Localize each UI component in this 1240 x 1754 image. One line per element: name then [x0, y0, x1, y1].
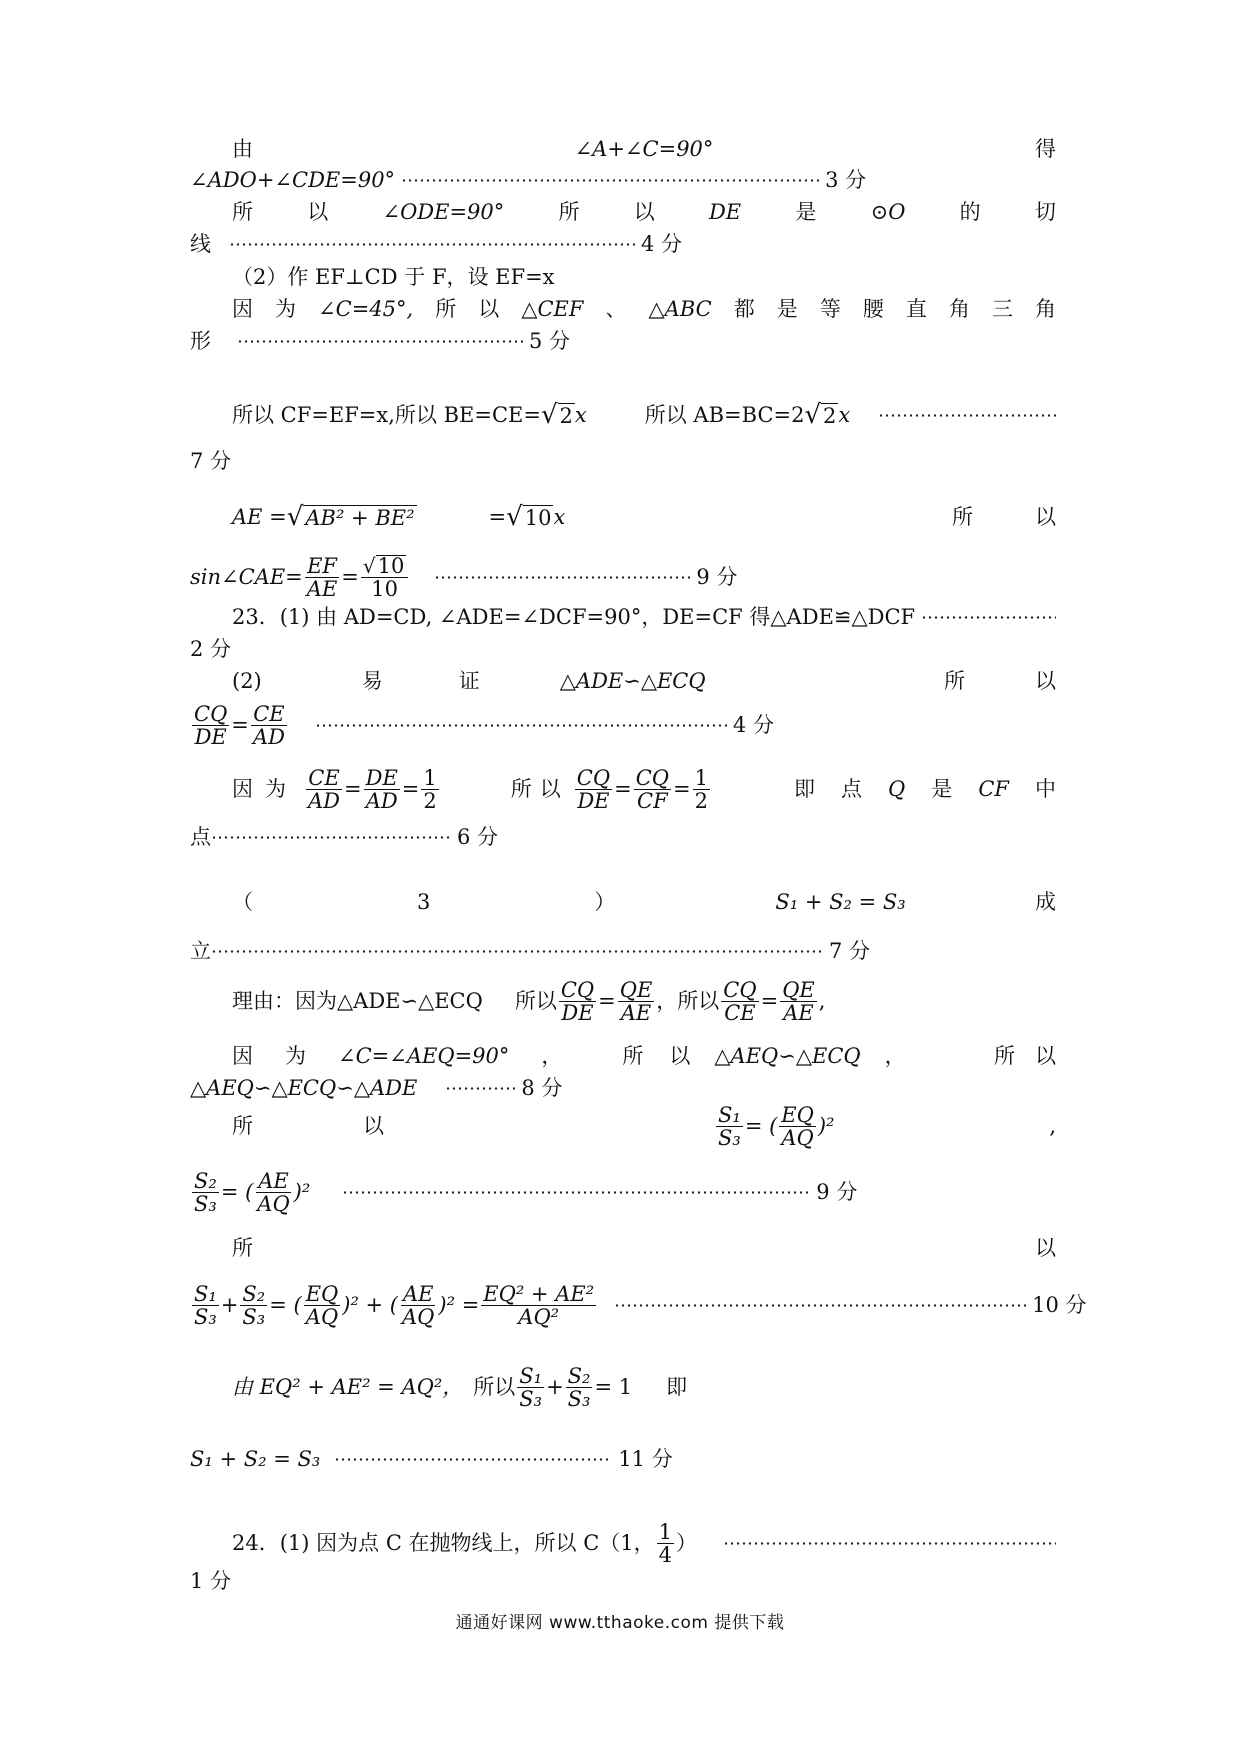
score-label: 7 分 — [190, 449, 232, 473]
radicand: AB² + BE² — [305, 506, 415, 530]
text: , — [1049, 1114, 1056, 1138]
line-12 — [232, 601, 1056, 633]
text: 形 — [190, 329, 211, 353]
fraction: $\frac{1}{2}$ — [423, 765, 437, 813]
text: 点 — [841, 777, 862, 801]
leader-dots — [445, 1087, 515, 1090]
line-28 — [190, 1443, 1056, 1475]
fraction: $\frac{CE}{AD}$ — [308, 765, 341, 813]
radicand: 2 — [823, 404, 837, 428]
text: = ( — [220, 1180, 254, 1204]
text: 为 — [285, 1044, 306, 1068]
text: 即 — [793, 777, 815, 801]
text: ， — [884, 1044, 906, 1068]
text: 因 — [232, 1044, 253, 1068]
fraction: $\frac{\text{S₁}}{\text{S₃}}$ — [718, 1102, 741, 1150]
score-label: 10 分 — [1032, 1293, 1087, 1317]
text: )² + ( — [342, 1293, 399, 1317]
text: 直 — [905, 297, 927, 321]
text: （ — [232, 890, 253, 914]
line-5 — [232, 261, 1056, 293]
text: 所 — [232, 1236, 253, 1260]
line-15: $\frac{CQ}{DE}$ = $\frac{CE}{AD}$ 4 分 — [194, 701, 774, 749]
text: Q — [888, 777, 906, 801]
text: 以 — [1035, 1044, 1056, 1068]
text: AE = — [232, 505, 287, 529]
text: 所 — [944, 669, 965, 693]
leader-dots — [334, 1458, 612, 1461]
text: 易 — [361, 669, 383, 693]
text: 因 — [232, 777, 253, 801]
line-2 — [190, 164, 1056, 196]
text: 所 — [510, 777, 532, 801]
fraction: $\frac{1}{4}$ — [658, 1519, 673, 1567]
text: 以 — [1035, 505, 1056, 529]
line-25 — [232, 1232, 1056, 1264]
line-21 — [232, 1040, 1056, 1072]
text: sin∠CAE= — [190, 565, 303, 589]
text: x — [574, 403, 587, 427]
text: （2）作 EF⊥CD 于 F，设 EF=x — [232, 265, 555, 289]
text: 成 — [1035, 890, 1056, 914]
leader-dots — [434, 576, 690, 579]
score-label: 9 分 — [696, 565, 738, 589]
text: 点 — [190, 825, 211, 849]
text: 以 — [363, 1114, 384, 1138]
text: △AEQ∽△ECQ∽△ADE — [190, 1076, 418, 1100]
sqrt-symbol: √ 10 — [506, 502, 552, 532]
line-26 — [190, 1276, 1087, 1334]
text: 所 — [232, 200, 253, 224]
text: = ( — [744, 1114, 778, 1138]
leader-dots — [229, 243, 635, 246]
score-label: 2 分 — [190, 637, 232, 661]
text: 以 — [1035, 669, 1056, 693]
text: 为 — [275, 297, 297, 321]
text: + — [546, 1375, 564, 1399]
text: S₁ + S₂ = S₃ — [190, 1447, 321, 1471]
fraction: $\frac{AE}{AQ}$ — [402, 1281, 435, 1329]
score-label: 11 分 — [618, 1447, 673, 1471]
text: 线 — [190, 232, 211, 256]
text: ∠ODE=90° — [382, 200, 505, 224]
text: 理由：因为△ADE∽△ECQ — [232, 989, 483, 1013]
leader-dots — [237, 340, 523, 343]
text: 所 — [622, 1044, 644, 1068]
fraction: $\frac{CQ}{CF}$ — [635, 765, 669, 813]
page-footer: 通通好课网 www.tthaoke.com 提供下载 — [455, 1613, 785, 1633]
fraction: $\frac{QE}{AE}$ — [619, 977, 653, 1025]
fraction: $\frac{EF}{AE}$ — [306, 553, 338, 601]
fraction: $\frac{\text{S₁}}{\text{S₃}}$ — [519, 1363, 543, 1411]
line-16: 因 为 $\frac{CE}{AD}$ = $\frac{DE}{AD}$ = $\frac{1}{2}$ 所 以 $\frac{CQ}{DE}$ = $\frac{CQ}{CF}$ = $\frac{1}{2}$ 即 点 Q 是 CF 中 — [232, 765, 1056, 813]
line-17 — [190, 821, 1056, 853]
text: , — [818, 989, 826, 1013]
text: )² — [817, 1114, 835, 1138]
fraction: $\frac{CQ}{DE}$ — [576, 765, 611, 813]
leader-dots — [401, 179, 819, 182]
line-3 — [232, 196, 1056, 228]
text: x — [838, 403, 851, 427]
text: x — [553, 505, 566, 529]
leader-dots — [211, 836, 451, 839]
radicand: 10 — [524, 506, 552, 530]
text: ） — [594, 890, 616, 914]
fraction: $\frac{CQ}{DE}$ — [560, 977, 595, 1025]
leader-dots — [723, 1542, 1056, 1545]
line-8 — [232, 399, 1056, 431]
score-label: 4 分 — [732, 713, 774, 737]
fraction: $\frac{\text{EQ² + AE²}}{\text{AQ²}}$ — [483, 1281, 595, 1329]
text: = — [341, 565, 359, 589]
text: ） — [676, 1531, 698, 1555]
line-14 — [232, 665, 1056, 697]
line-9 — [190, 445, 1056, 477]
text: 以 — [1035, 1236, 1056, 1260]
text: 中 — [1034, 777, 1056, 801]
text: 角 — [948, 297, 970, 321]
text: 以 — [539, 777, 561, 801]
fraction: $\frac{\text{S₂}}{\text{S₃}}$ — [194, 1168, 217, 1216]
score-label: 5 分 — [529, 329, 571, 353]
fraction: $\frac{CQ}{DE}$ — [194, 701, 228, 749]
line-7 — [190, 325, 1056, 357]
text: 所以 — [473, 1375, 516, 1399]
text: ∠C=∠AEQ=90° — [338, 1044, 510, 1068]
text: ，所以 — [656, 989, 720, 1013]
text: 是 — [931, 777, 953, 801]
text: 证 — [458, 669, 480, 693]
text: 立 — [190, 939, 211, 963]
text: ， — [541, 1044, 563, 1068]
text: 所以 AB=BC=2 — [644, 403, 805, 427]
text: 24．(1) 因为点 C 在抛物线上，所以 C（1， — [232, 1531, 655, 1555]
text: 以 — [307, 200, 329, 224]
text: 由 EQ² + AE² = AQ²， — [232, 1375, 464, 1399]
text: 切 — [1034, 200, 1056, 224]
text: ∠A+∠C=90° — [574, 137, 714, 161]
text: 三 — [991, 297, 1013, 321]
fraction: $\frac{\text{S₂}}{\text{S₃}}$ — [567, 1363, 591, 1411]
fraction: $\frac{EQ}{AQ}$ — [305, 1281, 339, 1329]
text: + — [220, 1293, 239, 1317]
score-label: 6 分 — [457, 825, 499, 849]
text: 等 — [819, 297, 841, 321]
text: 为 — [265, 777, 286, 801]
score-label: 1 分 — [190, 1569, 232, 1593]
fraction: $\frac{CE}{AD}$ — [252, 701, 285, 749]
radicand: 2 — [559, 404, 573, 428]
text: 是 — [776, 297, 798, 321]
sqrt-symbol: √ 2 — [540, 400, 573, 430]
line-29 — [232, 1516, 1056, 1570]
text: 即 — [666, 1375, 688, 1399]
text: 、 — [605, 297, 627, 321]
text: △ABC — [648, 297, 712, 321]
text: 所 — [435, 297, 457, 321]
fraction: $\frac{EQ}{AQ}$ — [781, 1102, 814, 1150]
score-label: 9 分 — [816, 1180, 858, 1204]
score-label: 7 分 — [829, 939, 871, 963]
fraction: √ 10 10 — [361, 555, 408, 600]
fraction: $\frac{AE}{AQ}$ — [257, 1168, 290, 1216]
text: 都 — [733, 297, 755, 321]
line-1 — [232, 133, 1056, 165]
text: ∠ADO+∠CDE=90° — [190, 168, 396, 192]
text: 以 — [478, 297, 500, 321]
line-4 — [190, 228, 1056, 260]
line-19 — [190, 935, 1056, 967]
line-24 — [190, 1164, 1056, 1220]
text: )² — [293, 1180, 311, 1204]
text: DE — [708, 200, 742, 224]
text: 腰 — [862, 297, 884, 321]
text: = — [488, 505, 507, 529]
leader-dots — [921, 616, 1056, 619]
text: )² = — [438, 1293, 480, 1317]
leader-dots — [342, 1191, 810, 1194]
text: ⊙O — [870, 200, 906, 224]
line-18 — [232, 886, 1056, 918]
text: CF — [978, 777, 1009, 801]
leader-dots — [878, 414, 1056, 417]
fraction: $\frac{CQ}{CE}$ — [723, 977, 757, 1025]
line-23 — [232, 1097, 1056, 1155]
text: 得 — [1035, 137, 1056, 161]
text: (2) — [232, 669, 262, 693]
score-label: 4 分 — [641, 232, 683, 256]
line-11 — [190, 553, 1056, 601]
sqrt-symbol: √ AB² + BE² — [286, 502, 415, 532]
fraction: $\frac{\text{S₂}}{\text{S₃}}$ — [242, 1281, 266, 1329]
text: 所以 — [514, 989, 557, 1013]
text: 的 — [959, 200, 981, 224]
text: 以 — [633, 200, 655, 224]
fraction: $\frac{DE}{AD}$ — [365, 765, 398, 813]
text: △CEF — [521, 297, 584, 321]
text: 所 — [232, 1114, 253, 1138]
text: ∠C=45°, — [318, 297, 414, 321]
text: 所 — [952, 505, 973, 529]
line-13 — [190, 633, 1056, 665]
text: 由 — [232, 137, 253, 161]
text: △ADE∽△ECQ — [559, 669, 706, 693]
sqrt-symbol: √ 2 — [804, 400, 837, 430]
line-10 — [232, 501, 1056, 533]
text: 23．(1) 由 AD=CD, ∠ADE=∠DCF=90°，DE=CF 得△ADE≌△DCF — [232, 605, 916, 629]
text: = 1 — [594, 1375, 633, 1399]
fraction: $\frac{1}{2}$ — [694, 765, 708, 813]
line-6 — [232, 293, 1056, 325]
leader-dots — [315, 724, 727, 727]
text: 所 — [994, 1044, 1015, 1068]
fraction: $\frac{\text{S₁}}{\text{S₃}}$ — [194, 1281, 217, 1329]
text: 所 — [558, 200, 580, 224]
text: 因 — [232, 297, 253, 321]
leader-dots — [614, 1304, 1026, 1307]
score-label: 3 分 — [825, 168, 867, 192]
text: 是 — [795, 200, 817, 224]
line-20: 理由：因为△ADE∽△ECQ 所以 $\frac{CQ}{DE}$ = $\frac{QE}{AE}$ ，所以 $\frac{CQ}{CE}$ = $\frac{QE}{AE}$ , — [232, 977, 826, 1025]
leader-dots — [211, 950, 823, 953]
line-30 — [190, 1565, 1056, 1597]
text: 3 — [417, 890, 431, 914]
line-27 — [232, 1359, 1056, 1415]
score-label: 8 分 — [521, 1076, 563, 1100]
text: 以 — [669, 1044, 691, 1068]
text: S₁ + S₂ = S₃ — [775, 890, 906, 914]
text: = ( — [269, 1293, 302, 1317]
text: △AEQ∽△ECQ — [714, 1044, 861, 1068]
fraction: $\frac{QE}{AE}$ — [782, 977, 815, 1025]
text: 角 — [1034, 297, 1056, 321]
text: 所以 CF=EF=x,所以 BE=CE= — [232, 403, 541, 427]
